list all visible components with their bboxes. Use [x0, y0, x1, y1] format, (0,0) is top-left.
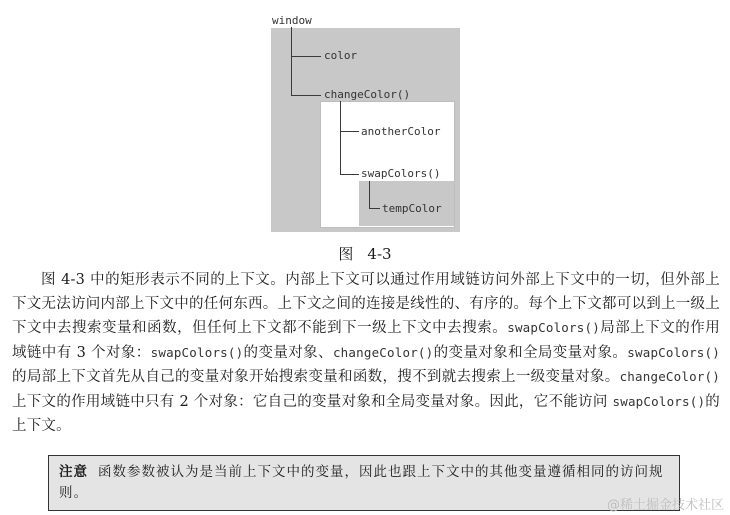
inline-code: swapColors() — [612, 393, 706, 409]
note-label: 注意 — [59, 464, 88, 480]
connector-line — [340, 101, 341, 174]
node-swapcolors: swapColors() — [361, 167, 441, 180]
figure-caption-number: 4-3 — [367, 245, 392, 263]
connector-line — [369, 208, 380, 209]
paragraph-text: 上下文的作用域链中只有 2 个对象：它自己的变量对象和全局变量对象。因此，它不能访问 — [12, 393, 613, 410]
figure-caption — [0, 243, 730, 264]
node-window: window — [272, 14, 312, 27]
inline-code: changeColor() — [332, 344, 434, 360]
paragraph-text: 图 4-3 中的矩形表示不同的上下文。内部上下文可以通过作用域链访问外部上下文中的一切，但外部上下文无法访问内部上下文中的任何东西。上下文之间的连接是线性的、有序的。每个上下文都可以到上一级上下文中去搜索变量和函数，但任何上下文都不能到下一级上下文中去搜索。 — [12, 272, 720, 337]
paragraph-text: 的变量对象、 — [243, 344, 333, 361]
node-color: color — [324, 49, 358, 62]
node-tempcolor: tempColor — [382, 202, 442, 215]
connector-line — [291, 95, 321, 96]
paragraph-text: 的局部上下文首先从自己的变量对象开始搜索变量和函数，搜不到就去搜索上一级变量对象。 — [12, 369, 620, 386]
connector-line — [340, 174, 359, 175]
note-box — [48, 455, 680, 511]
node-anothercolor: anotherColor — [361, 125, 441, 138]
watermark: @稀土掘金技术社区 — [606, 498, 724, 513]
inline-code: swapColors() — [507, 320, 600, 336]
connector-line — [369, 181, 370, 209]
inline-code: swapColors() — [627, 344, 720, 360]
paragraph-text: 局部上下文的作用域链中有 3 个对象： — [12, 320, 720, 361]
figure-caption-label: 图 — [338, 245, 354, 263]
node-changecolor: changeColor() — [324, 88, 411, 101]
paragraph-text: 的变量对象和全局变量对象。 — [433, 344, 628, 361]
note-text: 函数参数被认为是当前上下文中的变量，因此也跟上下文中的其他变量遵循相同的访问规则。 — [59, 464, 664, 501]
inline-code: swapColors() — [150, 344, 244, 360]
scope-chain-diagram — [0, 0, 730, 240]
body-paragraph — [12, 269, 720, 438]
inline-code: changeColor() — [619, 369, 720, 385]
connector-line — [291, 27, 292, 95]
connector-line — [340, 131, 359, 132]
connector-line — [291, 56, 321, 57]
paragraph-text: 的上下文。 — [12, 393, 720, 434]
